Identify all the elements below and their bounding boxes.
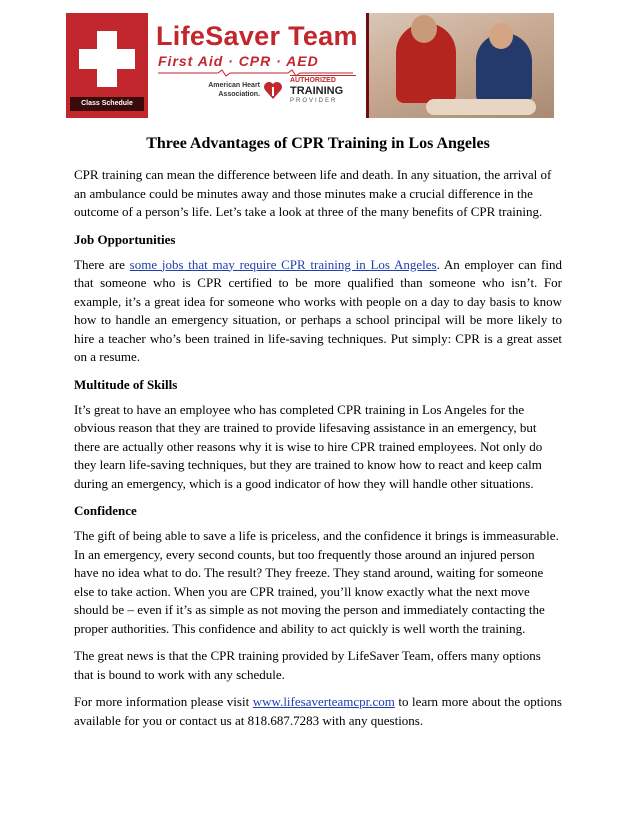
job-opportunities-paragraph: There are some jobs that may require CPR training in Los Angeles. An employer can find that someone who is CPR certified to be more qualified than someone who isn’t. For example, it’s a great idea for someone who works with people on a day to day basis to know how to handle an emergency situation, or perhaps a school principal will be more likely to hire a teacher who’s been trained in life-saving techniques. Put simply: CPR is a great asset on a resume. (74, 256, 562, 364)
header-banner (66, 13, 554, 118)
heart-logo-icon (262, 79, 284, 101)
more-info-paragraph: For more information please visit www.lifesaverteamcpr.com to learn more about the options available for you or contact us at 818.687.7283 with any questions. (74, 694, 562, 728)
intro-paragraph: CPR training can mean the difference between life and death. In any situation, the arrival of an ambulance could be minutes away and those minutes make a crucial difference in the outcome of a person’s life. Let’s take a look at three of the many benefits of CPR training. (74, 167, 552, 219)
first-aid-cross-icon (66, 13, 148, 118)
cpr-jobs-link[interactable]: some jobs that may require CPR training in Los Angeles (129, 256, 437, 272)
confidence-paragraph: The gift of being able to save a life is priceless, and the confidence it brings is immeasurable. In an emergency, every second counts, but too frequently those around an injured person have no idea what to do. The result? They freeze. They stand around, waiting for someone else to take action. When you are CPR trained, you’ll know exactly what the next move should be – even if it’s as simple as not moving the person and immediately contacting the proper authorities. This confidence and ability to act quickly is well worth the training. (74, 528, 559, 636)
article-body (74, 134, 562, 739)
section-heading-job-opportunities: Job Opportunities (74, 231, 176, 247)
authorized-provider-badge: AUTHORIZED TRAINING PROVIDER (290, 75, 356, 105)
section-heading-multitude-of-skills: Multitude of Skills (74, 376, 178, 392)
brand-name: LifeSaver Team (156, 21, 358, 51)
section-heading-confidence: Confidence (74, 503, 137, 518)
great-news-paragraph: The great news is that the CPR training provided by LifeSaver Team, offers many options that is bound to work with any schedule. (74, 648, 541, 682)
article-title: Three Advantages of CPR Training in Los Angeles (146, 135, 490, 152)
photo-person-head (489, 23, 513, 49)
brand-tagline: First Aid · CPR · AED (158, 53, 319, 69)
logo-panel (66, 13, 369, 118)
website-link[interactable]: www.lifesaverteamcpr.com (252, 694, 395, 709)
photo-person-head (411, 15, 437, 43)
class-schedule-button[interactable]: Class Schedule (70, 97, 144, 111)
cpr-mannequin (426, 99, 536, 115)
aha-label: American Heart Association. (208, 82, 260, 98)
multitude-of-skills-paragraph: It’s great to have an employee who has completed CPR training in Los Angeles for the obvious reason that they are trained to provide lifesaving assistance in an emergency, but there are actually other reasons why it is wise to hire CPR trained employees. Not only do they learn life-saving techniques, but they are trained to know how to react and keep calm during an emergency, which is a good indicator of how they will handle other situations. (74, 401, 543, 491)
